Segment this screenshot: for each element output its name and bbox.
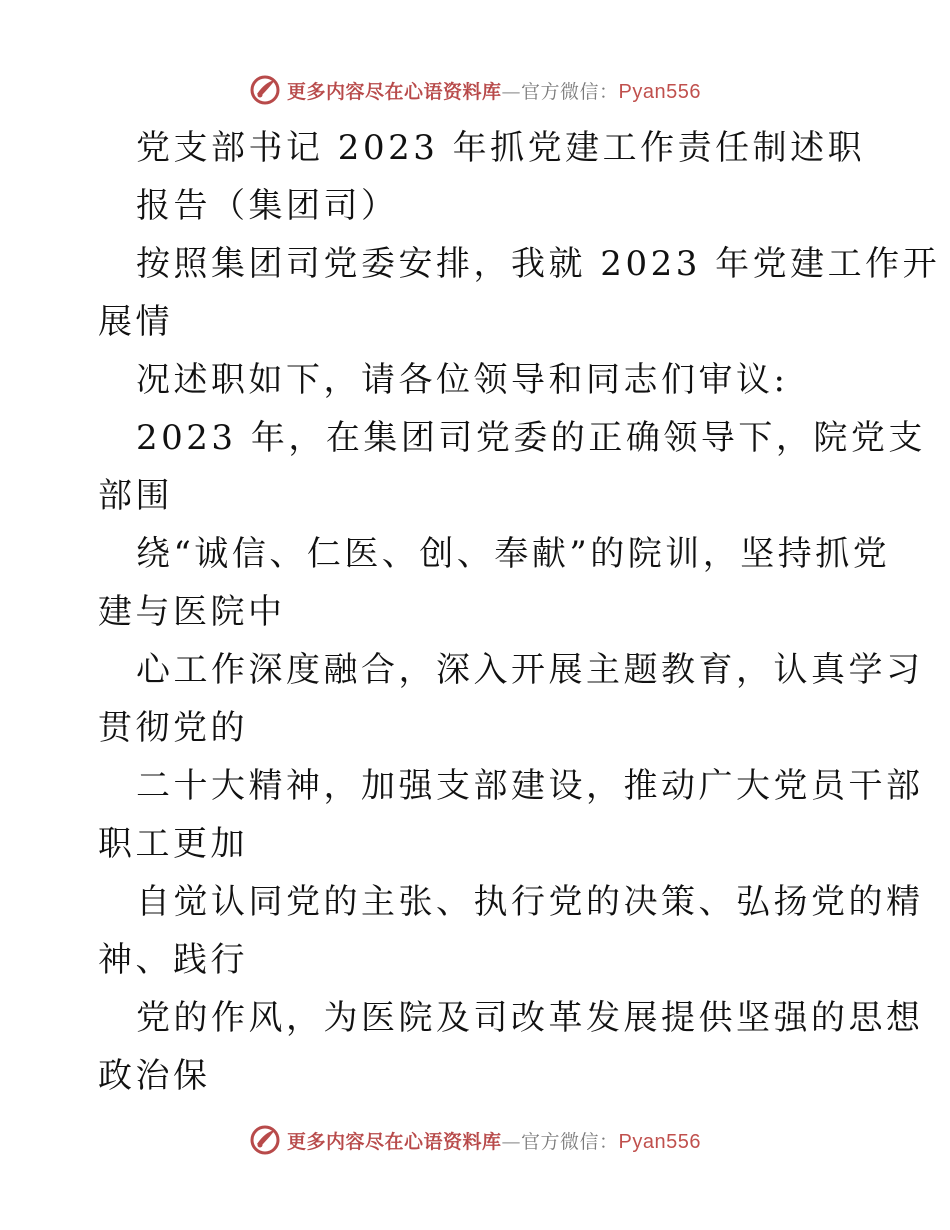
banner-wechat-id: Pyan556 [618,80,701,103]
paragraph-line: 职工更加 [98,824,248,864]
banner-wechat-label: 官方微信： [521,1130,619,1153]
header-banner [0,70,950,110]
paragraph-line: 贯彻党的 [98,708,248,748]
banner-main-text: 更多内容尽在心语资料库 [287,80,502,103]
banner-separator: — [501,1130,522,1153]
paragraph-line: 二十大精神，加强支部建设，推动广大党员干部 [136,766,924,806]
paragraph-line: 党的作风，为医院及司改革发展提供坚强的思想 [136,998,924,1038]
paragraph-line: 建与医院中 [98,592,286,632]
paragraph-line: 政治保 [98,1056,211,1096]
paragraph-line: 神、践行 [98,940,248,980]
banner-text [287,77,701,104]
footer-banner [0,1120,950,1160]
paragraph-line: 心工作深度融合，深入开展主题教育，认真学习 [136,650,924,690]
doc-title-line-2: 报告（集团司） [136,186,399,226]
paragraph-line: 绕“诚信、仁医、创、奉献”的院训，坚持抓党 [136,534,891,574]
logo-icon [249,1124,281,1156]
banner-separator: — [501,80,522,103]
banner-wechat-label: 官方微信： [521,80,619,103]
paragraph-line: 2023 年，在集团司党委的正确领导下，院党支 [136,418,926,458]
banner-wechat-id: Pyan556 [618,1130,701,1153]
paragraph-line: 按照集团司党委安排，我就 2023 年党建工作开 [136,244,941,284]
paragraph-line: 展情 [98,302,173,342]
banner-text [287,1127,701,1154]
paragraph-line: 部围 [98,476,173,516]
paragraph-line: 况述职如下，请各位领导和同志们审议: [136,360,789,400]
paragraph-line: 自觉认同党的主张、执行党的决策、弘扬党的精 [136,882,924,922]
banner-main-text: 更多内容尽在心语资料库 [287,1130,502,1153]
logo-icon [249,74,281,106]
doc-title-line-1: 党支部书记 2023 年抓党建工作责任制述职 [136,128,866,168]
